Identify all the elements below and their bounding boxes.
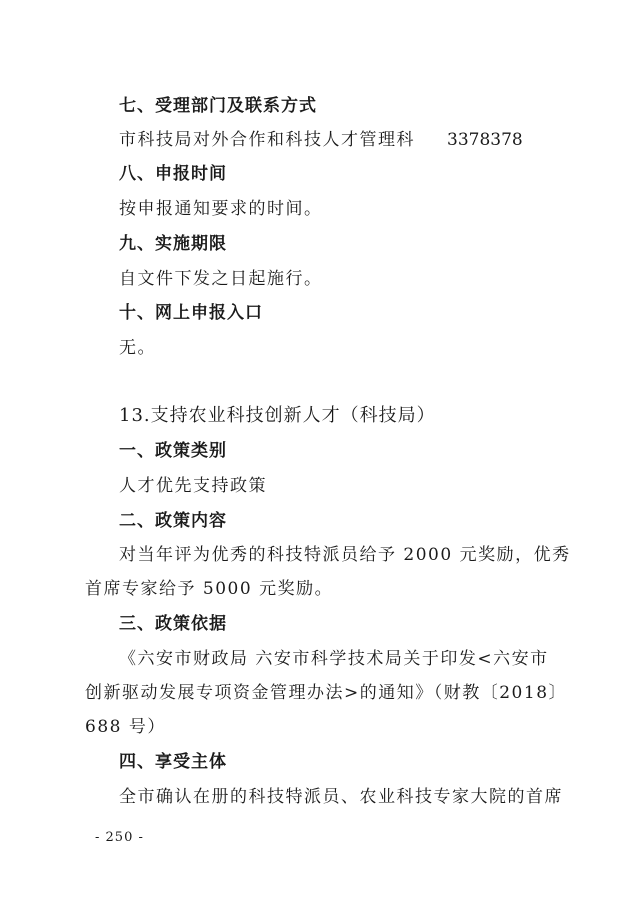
section10-text: 无。 <box>119 338 156 358</box>
policy13-s1-heading: 一、政策类别 <box>119 441 227 461</box>
office-phone: 3378378 <box>447 130 523 150</box>
policy13-s2-line1: 对当年评为优秀的科技特派员给予 2000 元奖励，优秀 <box>119 545 571 565</box>
policy13-s4-heading: 四、享受主体 <box>119 752 227 772</box>
policy13-s2-line2: 首席专家给予 5000 元奖励。 <box>85 579 334 599</box>
section8-text: 按申报通知要求的时间。 <box>119 199 323 219</box>
policy13-s3-line1: 《六安市财政局 六安市科学技术局关于印发<六安市 <box>119 649 549 669</box>
policy13-s3-line3: 688 号） <box>85 717 166 737</box>
section7-contact-line <box>119 128 415 152</box>
section10-heading: 十、网上申报入口 <box>119 303 263 323</box>
office-name: 市科技局对外合作和科技人才管理科 <box>119 130 415 150</box>
policy13-title: 13.支持农业科技创新人才（科技局） <box>119 405 436 426</box>
policy13-s2-heading: 二、政策内容 <box>119 511 227 531</box>
section8-heading: 八、申报时间 <box>119 164 227 184</box>
policy13-s1-text: 人才优先支持政策 <box>119 476 267 496</box>
policy13-s4-line1: 全市确认在册的科技特派员、农业科技专家大院的首席 <box>119 787 563 807</box>
policy13-s3-line2: 创新驱动发展专项资金管理办法>的通知》（财教〔2018〕 <box>85 683 568 703</box>
section7-heading: 七、受理部门及联系方式 <box>119 96 317 116</box>
section9-heading: 九、实施期限 <box>119 234 227 254</box>
page-number: - 250 - <box>95 830 144 845</box>
policy13-s3-heading: 三、政策依据 <box>119 614 227 634</box>
section9-text: 自文件下发之日起施行。 <box>119 269 323 289</box>
